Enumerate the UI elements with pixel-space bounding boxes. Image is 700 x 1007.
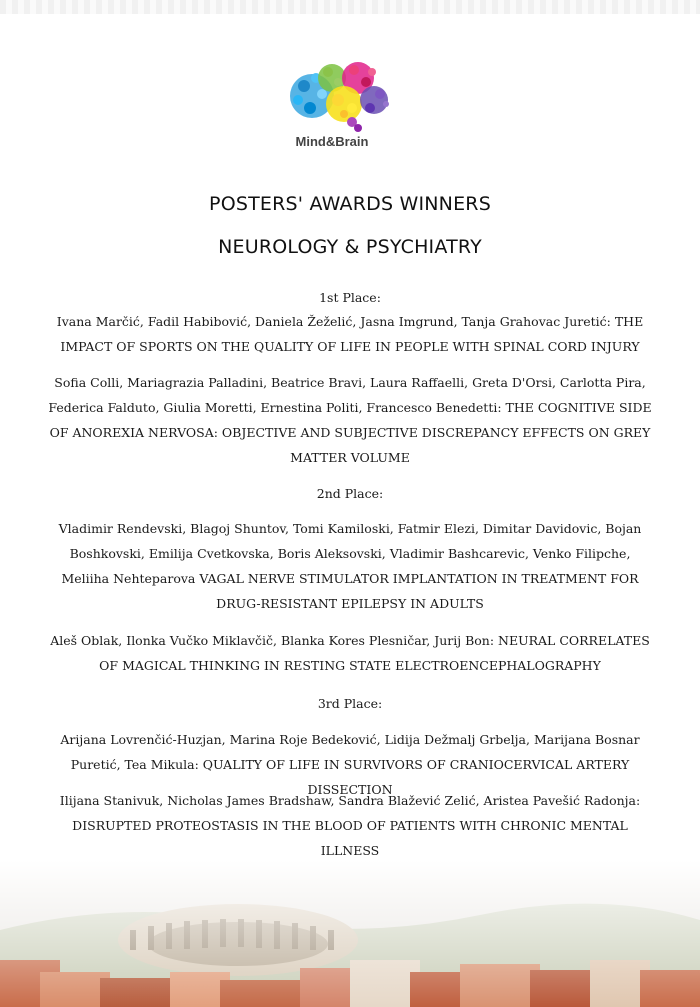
second-place-label: 2nd Place: — [316, 486, 384, 501]
third-place-entry-1: Arijana Lovrenčić-Huzjan, Marina Roje Bedeković, Lidija Dežmalj Grbelja, Marijana Bosnar Puretić, Tea Mikula: QUALITY OF LIFE IN SURVIVORS OF CRANIOCERVICAL ARTERY DISSECTION — [60, 732, 640, 797]
third-place-label: 3rd Place: — [317, 696, 383, 711]
page-subtitle: NEUROLOGY & PSYCHIATRY — [218, 236, 482, 258]
page-title: POSTERS' AWARDS WINNERS — [209, 193, 491, 215]
first-place-label: 1st Place: — [319, 290, 381, 305]
logo-text: Mind&Brain — [295, 134, 369, 149]
first-place-entry-1: Ivana Marčić, Fadil Habibović, Daniela Žeželić, Jasna Imgrund, Tanja Grahovac Juretić: THE IMPACT OF SPORTS ON THE QUALITY OF LIFE IN PEOPLE WITH SPINAL CORD INJURY — [56, 314, 644, 354]
city-skyline-arena-icon — [0, 860, 700, 1007]
second-place-entry-1: Vladimir Rendevski, Blagoj Shuntov, Tomi Kamiloski, Fatmir Elezi, Dimitar Davidovic, Bojan Boshkovski, Emilija Cvetkovska, Boris Aleksovski, Vladimir Bashcarevic, Venko Filipche, Meliiha Nehteparova VAGAL NERVE STIMULATOR IMPLANTATION IN TREATMENT FOR DRUG-RESISTANT EPILEPSY IN ADULTS — [58, 521, 642, 611]
second-place-entry-2: Aleš Oblak, Ilonka Vučko Miklavčič, Blanka Kores Plesničar, Jurij Bon: NEURAL CORRELATES OF MAGICAL THINKING IN RESTING STATE ELECTROENCEPHALOGRAPHY — [50, 633, 650, 673]
first-place-entry-2: Sofia Colli, Mariagrazia Palladini, Beatrice Bravi, Laura Raffaelli, Greta D'Orsi, Carlotta Pira, Federica Falduto, Giulia Moretti, Ernestina Politi, Francesco Benedetti: THE COGNITIVE SIDE OF ANOREXIA NERVOSA: OBJECTIVE AND SUBJECTIVE DISCREPANCY EFFECTS ON GREY MATTER VOLUME — [48, 375, 652, 465]
third-place-entry-2: Ilijana Stanivuk, Nicholas James Bradshaw, Sandra Blažević Zelić, Aristea Pavešić Radonja: DISRUPTED PROTEOSTASIS IN THE BLOOD OF PATIENTS WITH CHRONIC MENTAL ILLNESS — [59, 793, 641, 858]
